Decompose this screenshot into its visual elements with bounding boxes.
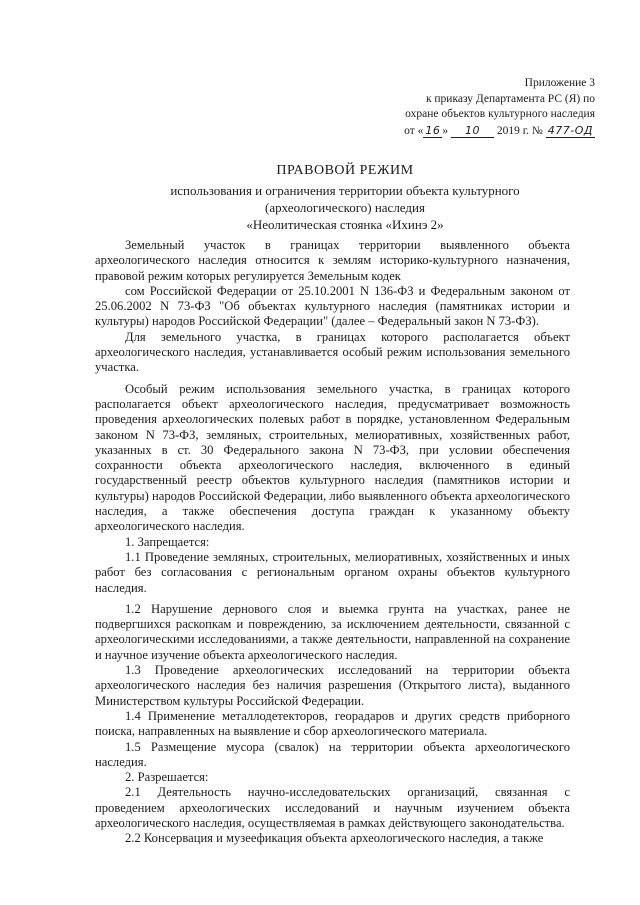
date-day: 16: [425, 123, 441, 137]
section-prohibited: 1. Запрещается:: [125, 534, 210, 549]
date-mid: »: [442, 124, 449, 137]
section-allowed: 2. Разрешается:: [125, 770, 209, 785]
title-line-3: (археологического) наследия: [265, 200, 425, 215]
document-title-block: [130, 162, 560, 233]
date-prefix: от «: [404, 124, 424, 137]
order-number: 477-ОД: [547, 123, 593, 137]
item-1-3: 1.3 Проведение археологических исследований на территории объекта археологического наследия без наличия разрешения (Открытого листа), выданного Министерством культуры Российской Федерации.: [95, 663, 570, 708]
item-1-2: 1.2 Нарушение дернового слоя и выемка грунта на участках, ранее не подвергшихся раскопкам и повреждению, за исключением деятельности, связанной с археологическими исследованиями, а также деятельности, направленной на сохранение и научное изучение объекта археологического наследия.: [95, 601, 570, 662]
paragraph-land-plot: Земельный участок в границах территории выявленного объекта археологического наследия относится к землям историко-культурного назначения, правовой режим которых регулируется Земельным кодек: [95, 238, 570, 283]
appendix-order-line: к приказу Департамента РС (Я) по: [425, 92, 595, 105]
appendix-department-line: охране объектов культурного наследия: [405, 108, 595, 120]
title-line-4: «Неолитическая стоянка «Ихинэ 2»: [246, 217, 444, 232]
title-line-2: использования и ограничения территории объекта культурного: [170, 183, 520, 198]
item-2-1: 2.1 Деятельность научно-исследовательских организаций, связанная с проведением археологических исследований и научным изучением объекта археологического наследия, осуществляемая в рамках действующего законодательства.: [95, 785, 570, 830]
item-1-5: 1.5 Размещение мусора (свалок) на территории объекта археологического наследия.: [95, 739, 570, 769]
paragraph-regime-details: Особый режим использования земельного участка, в границах которого располагается объект археологического наследия, предусматривает возможность проведения археологических полевых работ в порядке, установленном Федеральным законом N 73-ФЗ, земляных, строительных, мелиоративных, хозяйственных работ, указанных в ст. 30 Федерального закона N 73-ФЗ, при условии обеспечения сохранности объекта археологического наследия, включенного в единый государственный реестр объектов культурного наследия (памятников истории и культуры) народов Российской Федерации, либо выявленного объекта археологического наследия, а также обеспечения доступа граждан к указанному объекту археологического наследия.: [95, 381, 570, 534]
appendix-date-line: [404, 123, 595, 140]
item-1-4: 1.4 Применение металлодетекторов, георадаров и других средств приборного поиска, направленных на выявление и сбор археологического материала.: [95, 708, 570, 739]
paragraph-federal-law: сом Российской Федерации от 25.10.2001 N 136-ФЗ и Федеральным законом от 25.06.2002 N 73-ФЗ "Об объектах культурного наследия (памятниках истории и культуры) народов Российской Федерации" (далее – Федеральный закон N 73-ФЗ).: [95, 283, 570, 329]
document-body: [95, 238, 570, 847]
date-year: 2019 г. №: [496, 124, 543, 137]
item-1-1: 1.1 Проведение земляных, строительных, мелиоративных, хозяйственных и иных работ без согласования с региональным органом охраны объектов культурного наследия.: [95, 549, 570, 595]
document-title: ПРАВОВОЙ РЕЖИМ: [276, 163, 414, 178]
appendix-header: [404, 76, 595, 139]
item-2-2: 2.2 Консервация и музеефикация объекта археологического наследия, а также: [125, 831, 544, 846]
paragraph-special-regime: Для земельного участка, в границах которого располагается объект археологического наследия, устанавливается особый режим использования земельного участка.: [95, 329, 570, 375]
appendix-title: Приложение 3: [524, 77, 595, 89]
date-month: 10: [451, 124, 494, 138]
